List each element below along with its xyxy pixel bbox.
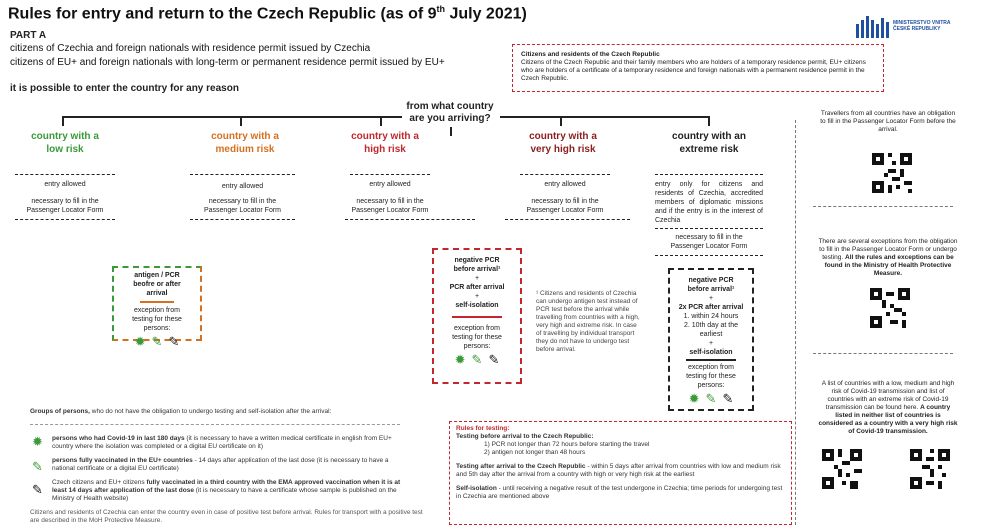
syringe-icon: ✎ — [722, 390, 734, 406]
intro-bold: it is possible to enter the country for any reason — [10, 83, 239, 94]
syringe-icon: ✎ — [705, 390, 717, 406]
virus-icon: ✹ — [134, 333, 146, 349]
logo-text: MINISTERSTVO VNITRA ČESKÉ REPUBLIKY — [893, 20, 951, 32]
group-item-recovered: persons who had Covid-19 in last 180 days (it is necessary to have a written medical certificate in english from EU+ country where the isolation was completed or a digital EU certificate on it) — [52, 435, 392, 450]
dash-sep — [30, 424, 400, 425]
tree-branch-left — [62, 116, 402, 118]
category-extreme-risk: country with an extreme risk — [672, 131, 746, 155]
right-panel-plf-text: Travellers from all countries have an obligation to fill in the Passenger Locator Form before the arrival. — [820, 110, 956, 133]
entry-allowed-high: entry allowed — [369, 181, 411, 188]
rules-before-2: 2) antigen not longer than 48 hours — [484, 449, 586, 456]
right-panel-countries-text: A list of countries with a low, medium and high risk of Covid-19 transmission and list of countries with an extreme risk of Covid-19 transmission can be found here. A country listed in neither list of countries is considered as a country with a very high risk of Covid-19 transmission. — [818, 380, 958, 435]
plf-low: necessary to fill in the Passenger Locator Form — [26, 198, 104, 214]
part-a-label: PART A — [10, 30, 47, 41]
tree-drop-2 — [240, 116, 242, 126]
dash-sep — [813, 353, 953, 354]
plf-very-high: necessary to fill in the Passenger Locator Form — [526, 198, 604, 214]
right-panel-divider — [795, 120, 796, 525]
extreme-testing-box: negative PCR before arrival¹ + 2x PCR after arrival 1. within 24 hours 2. 10th day at the earliest + self-isolation exception from testing for these persons: ✹ ✎ ✎ — [668, 268, 754, 411]
group-item-vaccinated-eu: persons fully vaccinated in the EU+ countries - 14 days after application of the last dose (it is necessary to have a national certificate or a digital EU certificate) — [52, 457, 389, 472]
citizens-box-text: Citizens of the Czech Republic and their family members who are holders of a temporary residence permit, EU+ citizens who are holders of a certificate of a temporary residence and foreign nationals with a permanent residence permit in the Czech Republic. — [521, 59, 866, 82]
entry-allowed-very-high: entry allowed — [544, 181, 586, 188]
syringe-icon: ✎ — [488, 351, 500, 367]
rules-for-testing-box — [449, 421, 792, 525]
rules-title: Rules for testing: — [456, 425, 510, 432]
qr-code-plf[interactable] — [872, 153, 912, 198]
rules-before-head: Testing before arrival to the Czech Republic: — [456, 433, 594, 440]
dash-sep — [813, 206, 953, 207]
citizens-box-heading: Citizens and residents of the Czech Republic — [521, 51, 660, 58]
virus-icon: ✹ — [688, 390, 700, 406]
footnote: ¹ Citizens and residents of Czechia can undergo antigen test instead of PCR test before the arrival while travelling from countries with a high, very high and extreme risk. In case of travelling by individual transport they do not have to undergo test before arrival. — [536, 290, 640, 353]
tree-drop-4 — [560, 116, 562, 126]
groups-footer: Citizens and residents of Czechia can enter the country even in case of positive test before arrival. Rules for transport with a positive test are described in the MoH Protective Measure. — [30, 509, 423, 524]
syringe-icon: ✎ — [32, 482, 43, 497]
syringe-icon: ✎ — [471, 351, 483, 367]
category-medium-risk: country with a medium risk — [211, 131, 279, 155]
dash-sep — [655, 174, 763, 175]
virus-icon: ✹ — [32, 434, 43, 449]
right-panel-exceptions-text: There are several exceptions from the obligation to fill in the Passenger Locator Form or undergo testing. All the rules and exceptions can be found in the Ministry of Health Protective Measure. — [818, 238, 958, 277]
dash-sep — [345, 219, 475, 220]
dash-sep — [15, 174, 115, 175]
groups-heading: Groups of persons, who do not have the obligation to undergo testing and self-isolation after the arrival: — [30, 408, 332, 415]
rules-before-1: 1) PCR not longer than 72 hours before starting the travel — [484, 441, 650, 448]
dash-sep — [190, 174, 295, 175]
plf-extreme: necessary to fill in the Passenger Locator Form — [670, 234, 748, 250]
tree-drop-1 — [62, 116, 64, 126]
page-title: Rules for entry and return to the Czech Republic (as of 9th July 2021) — [8, 4, 527, 23]
high-testing-box: negative PCR before arrival¹ + PCR after arrival + self-isolation exception from testing for these persons: ✹ ✎ ✎ — [432, 248, 522, 384]
qr-code-countries-2[interactable] — [910, 449, 950, 494]
tree-stem — [450, 127, 452, 136]
dash-sep — [655, 255, 763, 256]
tree-branch-right — [500, 116, 708, 118]
qr-code-exceptions[interactable] — [870, 288, 910, 333]
plf-medium: necessary to fill in the Passenger Locator Form — [203, 198, 282, 214]
dash-sep — [520, 174, 610, 175]
virus-icon: ✹ — [454, 351, 466, 367]
syringe-icon: ✎ — [151, 333, 163, 349]
category-high-risk: country with a high risk — [351, 131, 419, 155]
entry-allowed-medium: entry allowed — [221, 183, 264, 190]
qr-code-countries-1[interactable] — [822, 449, 862, 494]
ministry-logo-icon — [856, 14, 890, 43]
low-medium-testing-box: antigen / PCR beofre or after arrival exception from testing for these persons: ✹ ✎ ✎ — [112, 266, 202, 341]
dash-sep — [350, 174, 430, 175]
group-item-vaccinated-third-country: Czech citizens and EU+ citizens fully vaccinated in a third country with the EMA approved vaccination when it is at least 14 days after application of the last dose (it is necessary to have a certificate whose sample is published on the Ministry of Health website) — [52, 479, 401, 502]
tree-drop-5 — [708, 116, 710, 126]
category-low-risk: country with a low risk — [31, 131, 99, 155]
category-very-high-risk: country with a very high risk — [529, 131, 597, 155]
tree-drop-3 — [380, 116, 382, 126]
dash-sep — [15, 219, 115, 220]
dash-sep — [190, 219, 295, 220]
intro-line-2: citizens of EU+ and foreign nationals with long-term or permanent residence permit issued by EU+ — [10, 57, 445, 68]
dash-sep — [655, 228, 763, 229]
rules-after: Testing after arrival to the Czech Republic - within 5 days after arrival from countries with low and medium risk and 5th day after the arrival from a country with high or very high risk at the earliest — [456, 463, 781, 478]
dash-sep — [505, 219, 630, 220]
syringe-icon: ✎ — [168, 333, 180, 349]
extreme-entry-text: entry only for citizens and residents of Czechia, accredited members of diplomatic missions and if the entry is in the interest of Czechia — [655, 181, 763, 224]
entry-allowed-low: entry allowed — [44, 181, 86, 188]
syringe-icon: ✎ — [32, 459, 43, 474]
citizens-info-box — [512, 44, 884, 92]
arrival-question: from what country are you arriving? — [406, 101, 494, 124]
intro-line-1: citizens of Czechia and foreign nationals with residence permit issued by Czechia — [10, 43, 371, 54]
rules-isolation: Self-isolation - until receiving a negative result of the test undergone in Czechia; time periods for undergoing test in Czechia are mentioned above — [456, 485, 783, 500]
plf-high: necessary to fill in the Passenger Locator Form — [351, 198, 429, 214]
